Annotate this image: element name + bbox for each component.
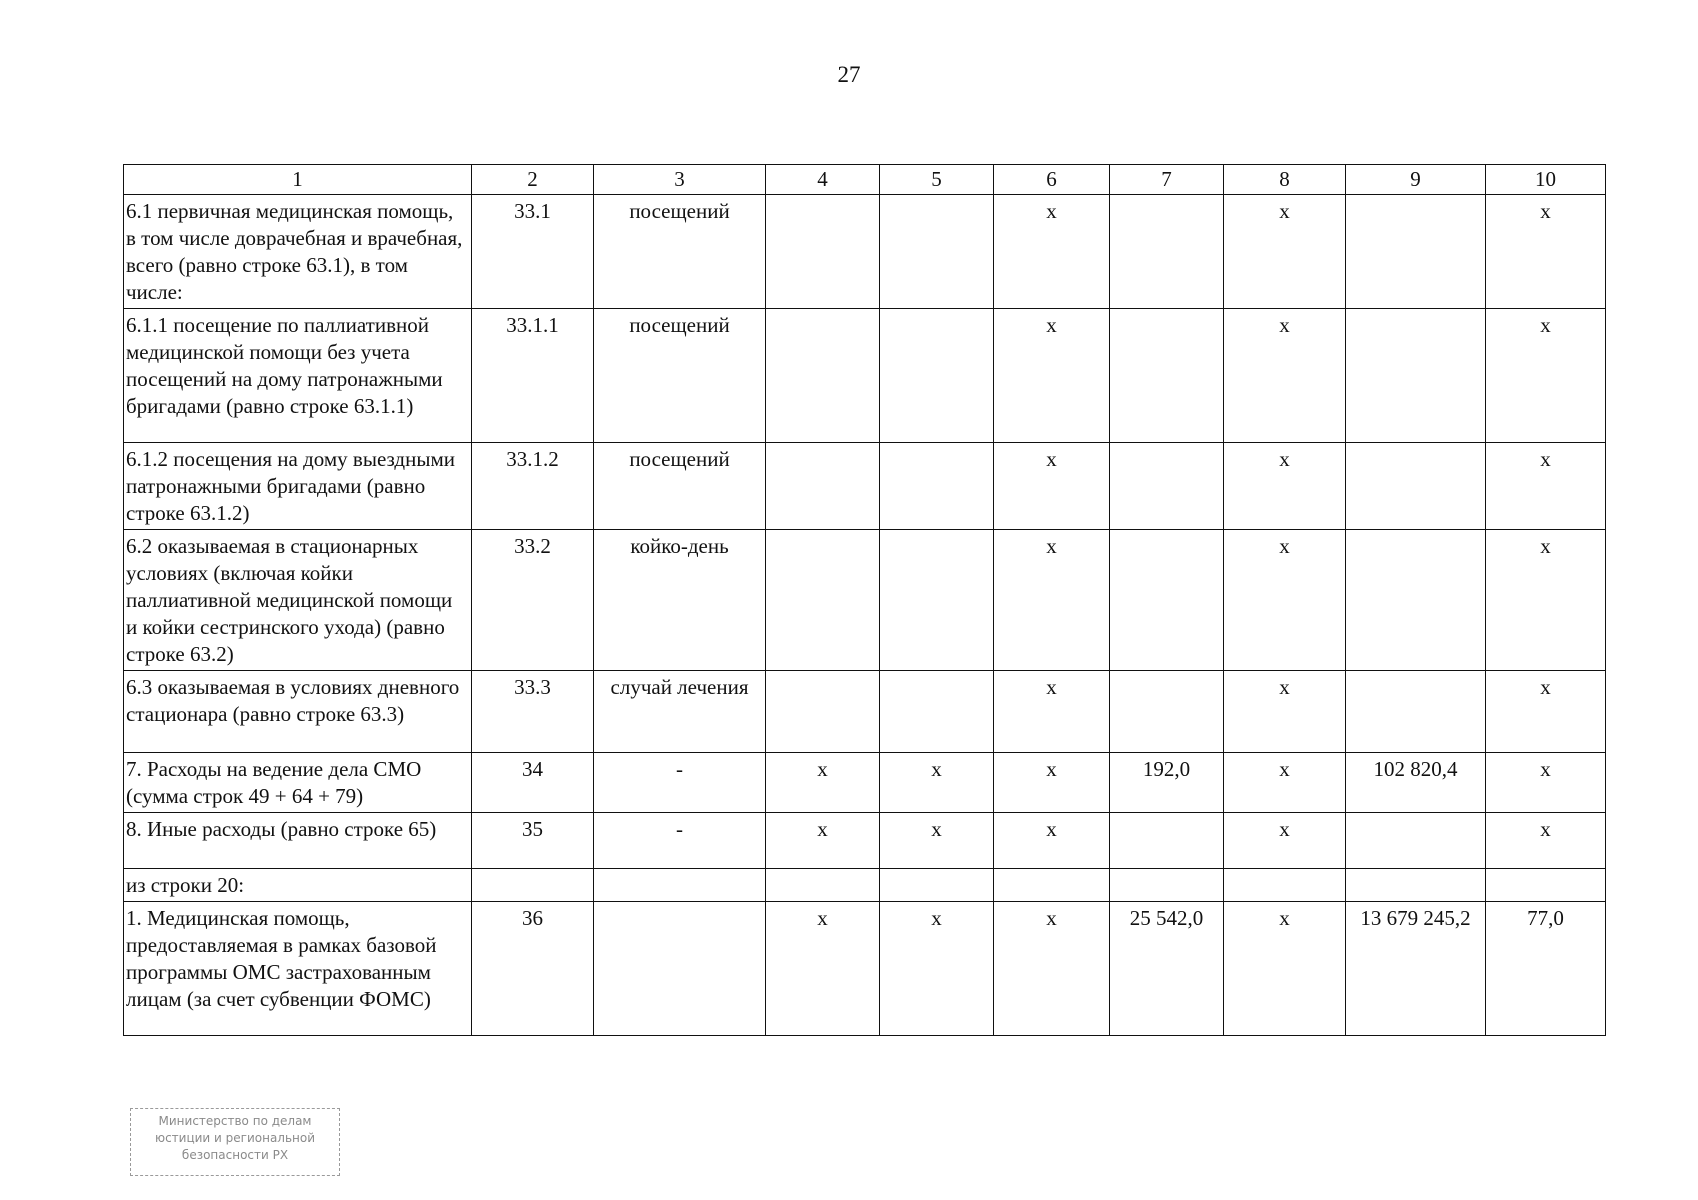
table-cell: х <box>766 813 880 869</box>
table-cell <box>1346 443 1486 530</box>
table-row <box>124 195 1606 309</box>
stamp-line: безопасности РХ <box>181 1148 289 1162</box>
column-header: 4 <box>766 165 880 195</box>
official-stamp <box>130 1108 340 1176</box>
table-cell: х <box>994 195 1110 309</box>
table-cell: х <box>1224 902 1346 1036</box>
table-cell <box>1346 530 1486 671</box>
table-cell: 102 820,4 <box>1346 753 1486 813</box>
column-header: 7 <box>1110 165 1224 195</box>
table-cell <box>1346 813 1486 869</box>
table-cell: 33.1.1 <box>472 309 594 443</box>
table-cell <box>594 902 766 1036</box>
table-cell: х <box>766 902 880 1036</box>
table-cell: х <box>1224 195 1346 309</box>
table-cell: х <box>994 671 1110 753</box>
table-row <box>124 813 1606 869</box>
table-cell: х <box>1486 753 1606 813</box>
table-cell: - <box>594 753 766 813</box>
table-cell <box>880 195 994 309</box>
table-cell: х <box>994 443 1110 530</box>
table-cell <box>766 671 880 753</box>
column-header: 9 <box>1346 165 1486 195</box>
table-row <box>124 443 1606 530</box>
row-description: 6.1.2 посещения на дому выездными патронажными бригадами (равно строке 63.1.2) <box>124 443 472 530</box>
table-cell: х <box>994 530 1110 671</box>
table-cell: х <box>1224 753 1346 813</box>
table-row <box>124 869 1606 902</box>
row-description: из строки 20: <box>124 869 472 902</box>
table-cell <box>766 443 880 530</box>
column-header: 6 <box>994 165 1110 195</box>
table-cell <box>880 869 994 902</box>
table-cell <box>1346 309 1486 443</box>
table-cell: посещений <box>594 309 766 443</box>
table-cell <box>1486 869 1606 902</box>
table-header-row <box>124 165 1606 195</box>
table-cell <box>880 309 994 443</box>
table-cell <box>766 309 880 443</box>
column-header: 10 <box>1486 165 1606 195</box>
table-cell: х <box>1486 309 1606 443</box>
table-cell: х <box>766 753 880 813</box>
table-cell <box>880 443 994 530</box>
table-cell: 33.1.2 <box>472 443 594 530</box>
table-cell <box>472 869 594 902</box>
table-cell: 192,0 <box>1110 753 1224 813</box>
row-description: 8. Иные расходы (равно строке 65) <box>124 813 472 869</box>
table-cell: 35 <box>472 813 594 869</box>
table-cell <box>1346 195 1486 309</box>
row-description: 6.3 оказываемая в условиях дневного стационара (равно строке 63.3) <box>124 671 472 753</box>
table-cell <box>1346 671 1486 753</box>
table-row <box>124 530 1606 671</box>
table-cell: х <box>1224 530 1346 671</box>
row-description: 6.2 оказываемая в стационарных условиях (включая койки паллиативной медицинской помощи и койки сестринского ухода) (равно строке 63.2) <box>124 530 472 671</box>
table-cell <box>1110 443 1224 530</box>
table-cell <box>1224 869 1346 902</box>
table-cell: х <box>1486 671 1606 753</box>
table-cell <box>1110 195 1224 309</box>
table-cell: 33.3 <box>472 671 594 753</box>
column-header: 3 <box>594 165 766 195</box>
table-cell: х <box>994 902 1110 1036</box>
column-header: 1 <box>124 165 472 195</box>
stamp-line: юстиции и региональной <box>154 1131 316 1145</box>
table-cell: х <box>880 753 994 813</box>
financial-table <box>123 164 1606 1036</box>
table-cell <box>766 530 880 671</box>
table-cell: 34 <box>472 753 594 813</box>
table-cell: посещений <box>594 195 766 309</box>
table-cell: 33.2 <box>472 530 594 671</box>
table-cell: случай лечения <box>594 671 766 753</box>
table-cell: х <box>880 813 994 869</box>
table-cell: койко-день <box>594 530 766 671</box>
table-cell: х <box>994 309 1110 443</box>
table-cell: х <box>880 902 994 1036</box>
table-row <box>124 309 1606 443</box>
row-description: 6.1 первичная медицинская помощь, в том числе доврачебная и врачебная, всего (равно строке 63.1), в том числе: <box>124 195 472 309</box>
table-row <box>124 671 1606 753</box>
table-cell <box>1110 309 1224 443</box>
row-description: 1. Медицинская помощь, предоставляемая в рамках базовой программы ОМС застрахованным лицам (за счет субвенции ФОМС) <box>124 902 472 1036</box>
table-row <box>124 753 1606 813</box>
table-cell: х <box>1224 671 1346 753</box>
row-description: 7. Расходы на ведение дела СМО (сумма строк 49 + 64 + 79) <box>124 753 472 813</box>
table-cell: 13 679 245,2 <box>1346 902 1486 1036</box>
table-cell <box>1346 869 1486 902</box>
table-cell <box>594 869 766 902</box>
table-cell: х <box>1486 195 1606 309</box>
table-cell: х <box>1486 813 1606 869</box>
table-cell <box>880 530 994 671</box>
row-description: 6.1.1 посещение по паллиативной медицинской помощи без учета посещений на дому патронажными бригадами (равно строке 63.1.1) <box>124 309 472 443</box>
table-row <box>124 902 1606 1036</box>
column-header: 2 <box>472 165 594 195</box>
table-cell <box>1110 813 1224 869</box>
table-cell: х <box>1224 443 1346 530</box>
table-cell <box>766 869 880 902</box>
table-cell <box>766 195 880 309</box>
table-cell <box>1110 671 1224 753</box>
table-cell: 25 542,0 <box>1110 902 1224 1036</box>
column-header: 8 <box>1224 165 1346 195</box>
page-number: 27 <box>837 62 861 87</box>
table-cell <box>880 671 994 753</box>
table-cell: х <box>1224 309 1346 443</box>
table-cell: х <box>1486 530 1606 671</box>
table-cell: 33.1 <box>472 195 594 309</box>
table-cell: х <box>994 753 1110 813</box>
stamp-line: Министерство по делам <box>158 1114 312 1128</box>
table-cell: 77,0 <box>1486 902 1606 1036</box>
table-cell: 36 <box>472 902 594 1036</box>
table-cell: х <box>1224 813 1346 869</box>
table-cell <box>994 869 1110 902</box>
table-cell: х <box>1486 443 1606 530</box>
table-cell <box>1110 869 1224 902</box>
table-cell <box>1110 530 1224 671</box>
table-cell: - <box>594 813 766 869</box>
table-cell: х <box>994 813 1110 869</box>
column-header: 5 <box>880 165 994 195</box>
table-cell: посещений <box>594 443 766 530</box>
